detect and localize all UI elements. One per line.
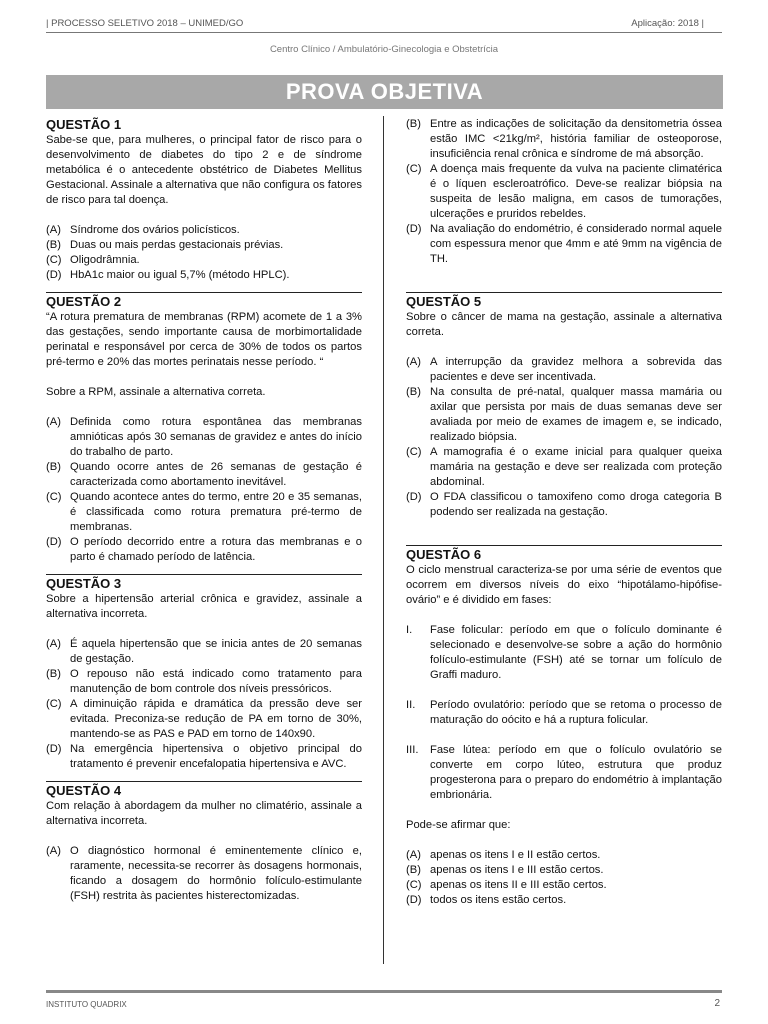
question-2 — [46, 294, 362, 565]
question-stem: Sobre a hipertensão arterial crônica e gravidez, assinale a alternativa incorreta. — [46, 593, 362, 620]
option-b: (B) Quando ocorre antes de 26 semanas de gestação é caracterizada como abortamento inevitável. — [46, 461, 362, 488]
option-d: (D) O período decorrido entre a rotura das membranas e o parto é chamado período de latência. — [46, 536, 362, 563]
question-1 — [46, 117, 362, 283]
question-4 — [46, 783, 362, 904]
header-divider — [46, 32, 722, 33]
roman-item-1: I. Fase folicular: período em que o folículo dominante é selecionado e desenvolve-se sobre a ação do hormônio folículo-estimulante (FSH) até se tornar um folículo de Graffi maduro. — [406, 624, 722, 681]
question-5 — [406, 294, 722, 520]
question-3 — [46, 576, 362, 772]
option-a: (A) Síndrome dos ovários policísticos. — [46, 224, 240, 236]
footer-divider — [46, 990, 722, 993]
question-prompt: Pode-se afirmar que: — [406, 819, 511, 831]
question-title: QUESTÃO 6 — [406, 547, 482, 562]
question-title: QUESTÃO 4 — [46, 783, 122, 798]
option-c: (C) apenas os itens II e III estão certos. — [406, 879, 607, 891]
option-c: (C) A mamografia é o exame inicial para qualquer queixa mamária na gestação e deve ser realizada com proteção abdominal. — [406, 446, 722, 488]
roman-item-3: III. Fase lútea: período em que o folículo ovulatório se converte em corpo lúteo, estrutura que produz progesterona para o preparo do endométrio à implantação embrionária. — [406, 744, 722, 801]
option-b: (B) O repouso não está indicado como tratamento para manutenção de bom controle dos níveis pressóricos. — [46, 668, 362, 695]
question-title: QUESTÃO 5 — [406, 294, 482, 309]
question-title: QUESTÃO 3 — [46, 576, 122, 591]
option-d: (D) O FDA classificou o tamoxifeno como droga categoria B podendo ser realizada na gestação. — [406, 491, 722, 518]
question-stem: Sobre o câncer de mama na gestação, assinale a alternativa correta. — [406, 311, 722, 338]
question-6 — [406, 547, 722, 908]
option-b: (B) Na consulta de pré-natal, qualquer massa mamária ou axilar que persista por mais de duas semanas deve ser avaliada por meio de exames de imagem e, se indicado, realizado biópsia. — [406, 386, 722, 443]
page-number: 2 — [714, 998, 720, 1009]
option-a: (A) É aquela hipertensão que se inicia antes de 20 semanas de gestação. — [46, 638, 362, 665]
option-d: (D) Na avaliação do endométrio, é considerado normal aquele com espessura menor que 4mm e até 9mm na vigência de TH. — [406, 223, 722, 265]
option-c: (C) A doença mais frequente da vulva na paciente climatérica é o líquen escleroatrófico. Deve-se realizar biópsia na suspeita de lesão maligna, em casos de tumorações, ulcerações e pruridos rebeldes. — [406, 163, 722, 220]
column-divider — [383, 116, 384, 964]
option-a: (A) A interrupção da gravidez melhora a sobrevida das pacientes e deve ser incentivada. — [406, 356, 722, 383]
option-d: (D) HbA1c maior ou igual 5,7% (método HPLC). — [46, 269, 290, 281]
option-b: (B) Entre as indicações de solicitação da densitometria óssea estão IMC <21kg/m², história familiar de osteoporose, insuficiência renal crônica e síndrome de má absorção. — [406, 118, 722, 160]
option-b: (B) apenas os itens I e III estão certos. — [406, 864, 604, 876]
question-stem: O ciclo menstrual caracteriza-se por uma série de eventos que ocorrem em diversos níveis do eixo “hipotálamo-hipófise-ovário” e é dividido em fases: — [406, 564, 722, 606]
option-c: (C) A diminuição rápida e dramática da pressão deve ser evitada. Preconiza-se redução de PA em torno de 30%, mantendo-se as PAS e PAD em torno de 140x90. — [46, 698, 362, 740]
question-title: QUESTÃO 1 — [46, 117, 122, 132]
question-stem: Com relação à abordagem da mulher no climatério, assinale a alternativa incorreta. — [46, 800, 362, 827]
option-d: (D) Na emergência hipertensiva o objetivo principal do tratamento é prevenir encefalopatia hipertensiva e AVC. — [46, 743, 362, 770]
option-b: (B) Duas ou mais perdas gestacionais prévias. — [46, 239, 284, 251]
option-a: (A) O diagnóstico hormonal é eminentemente clínico e, raramente, necessita-se recorrer às dosagens hormonais, ficando a dosagem do hormônio folículo-estimulante (FSH) restrita às pacientes histerectomizadas. — [46, 845, 362, 902]
question-4-continued — [406, 117, 722, 267]
exam-title-banner: PROVA OBJETIVA — [46, 75, 723, 109]
option-a: (A) Definida como rotura espontânea das membranas amnióticas após 30 semanas de gravidez e antes do início do trabalho de parto. — [46, 416, 362, 458]
header-application-year: Aplicação: 2018 | — [631, 18, 704, 29]
question-stem: Sobre a RPM, assinale a alternativa correta. — [46, 386, 266, 398]
option-d: (D) todos os itens estão certos. — [406, 894, 567, 906]
left-column — [46, 117, 362, 904]
question-title: QUESTÃO 2 — [46, 294, 122, 309]
roman-item-2: II. Período ovulatório: período que se retoma o processo de maturação do oócito e há a ruptura folicular. — [406, 699, 722, 726]
option-c: (C) Quando acontece antes do termo, entre 20 e 35 semanas, é classificada como rotura prematura pré-termo de membranas. — [46, 491, 362, 533]
option-a: (A) apenas os itens I e II estão certos. — [406, 849, 601, 861]
header-exam-name: | PROCESSO SELETIVO 2018 – UNIMED/GO — [46, 18, 244, 29]
question-quote: “A rotura prematura de membranas (RPM) acomete de 1 a 3% das gestações, sendo importante causa de morbimortalidade perinatal e responsável por cerca de 30% de todos os partos pré-termo e 20% das mortes perinatais nesse período. “ — [46, 311, 362, 368]
footer-institution: INSTITUTO QUADRIX — [46, 1000, 127, 1009]
option-c: (C) Oligodrâmnia. — [46, 254, 140, 266]
header-specialty: Centro Clínico / Ambulatório-Ginecologia e Obstetrícia — [269, 44, 499, 55]
question-stem: Sabe-se que, para mulheres, o principal fator de risco para o desenvolvimento de diabetes do tipo 2 e de síndrome metabólica é o antecedente obstétrico de Diabetes Mellitus Gestacional. Assinale a alternativa que não configura os fatores de risco para tal doença. — [46, 134, 362, 206]
right-column — [406, 117, 722, 908]
